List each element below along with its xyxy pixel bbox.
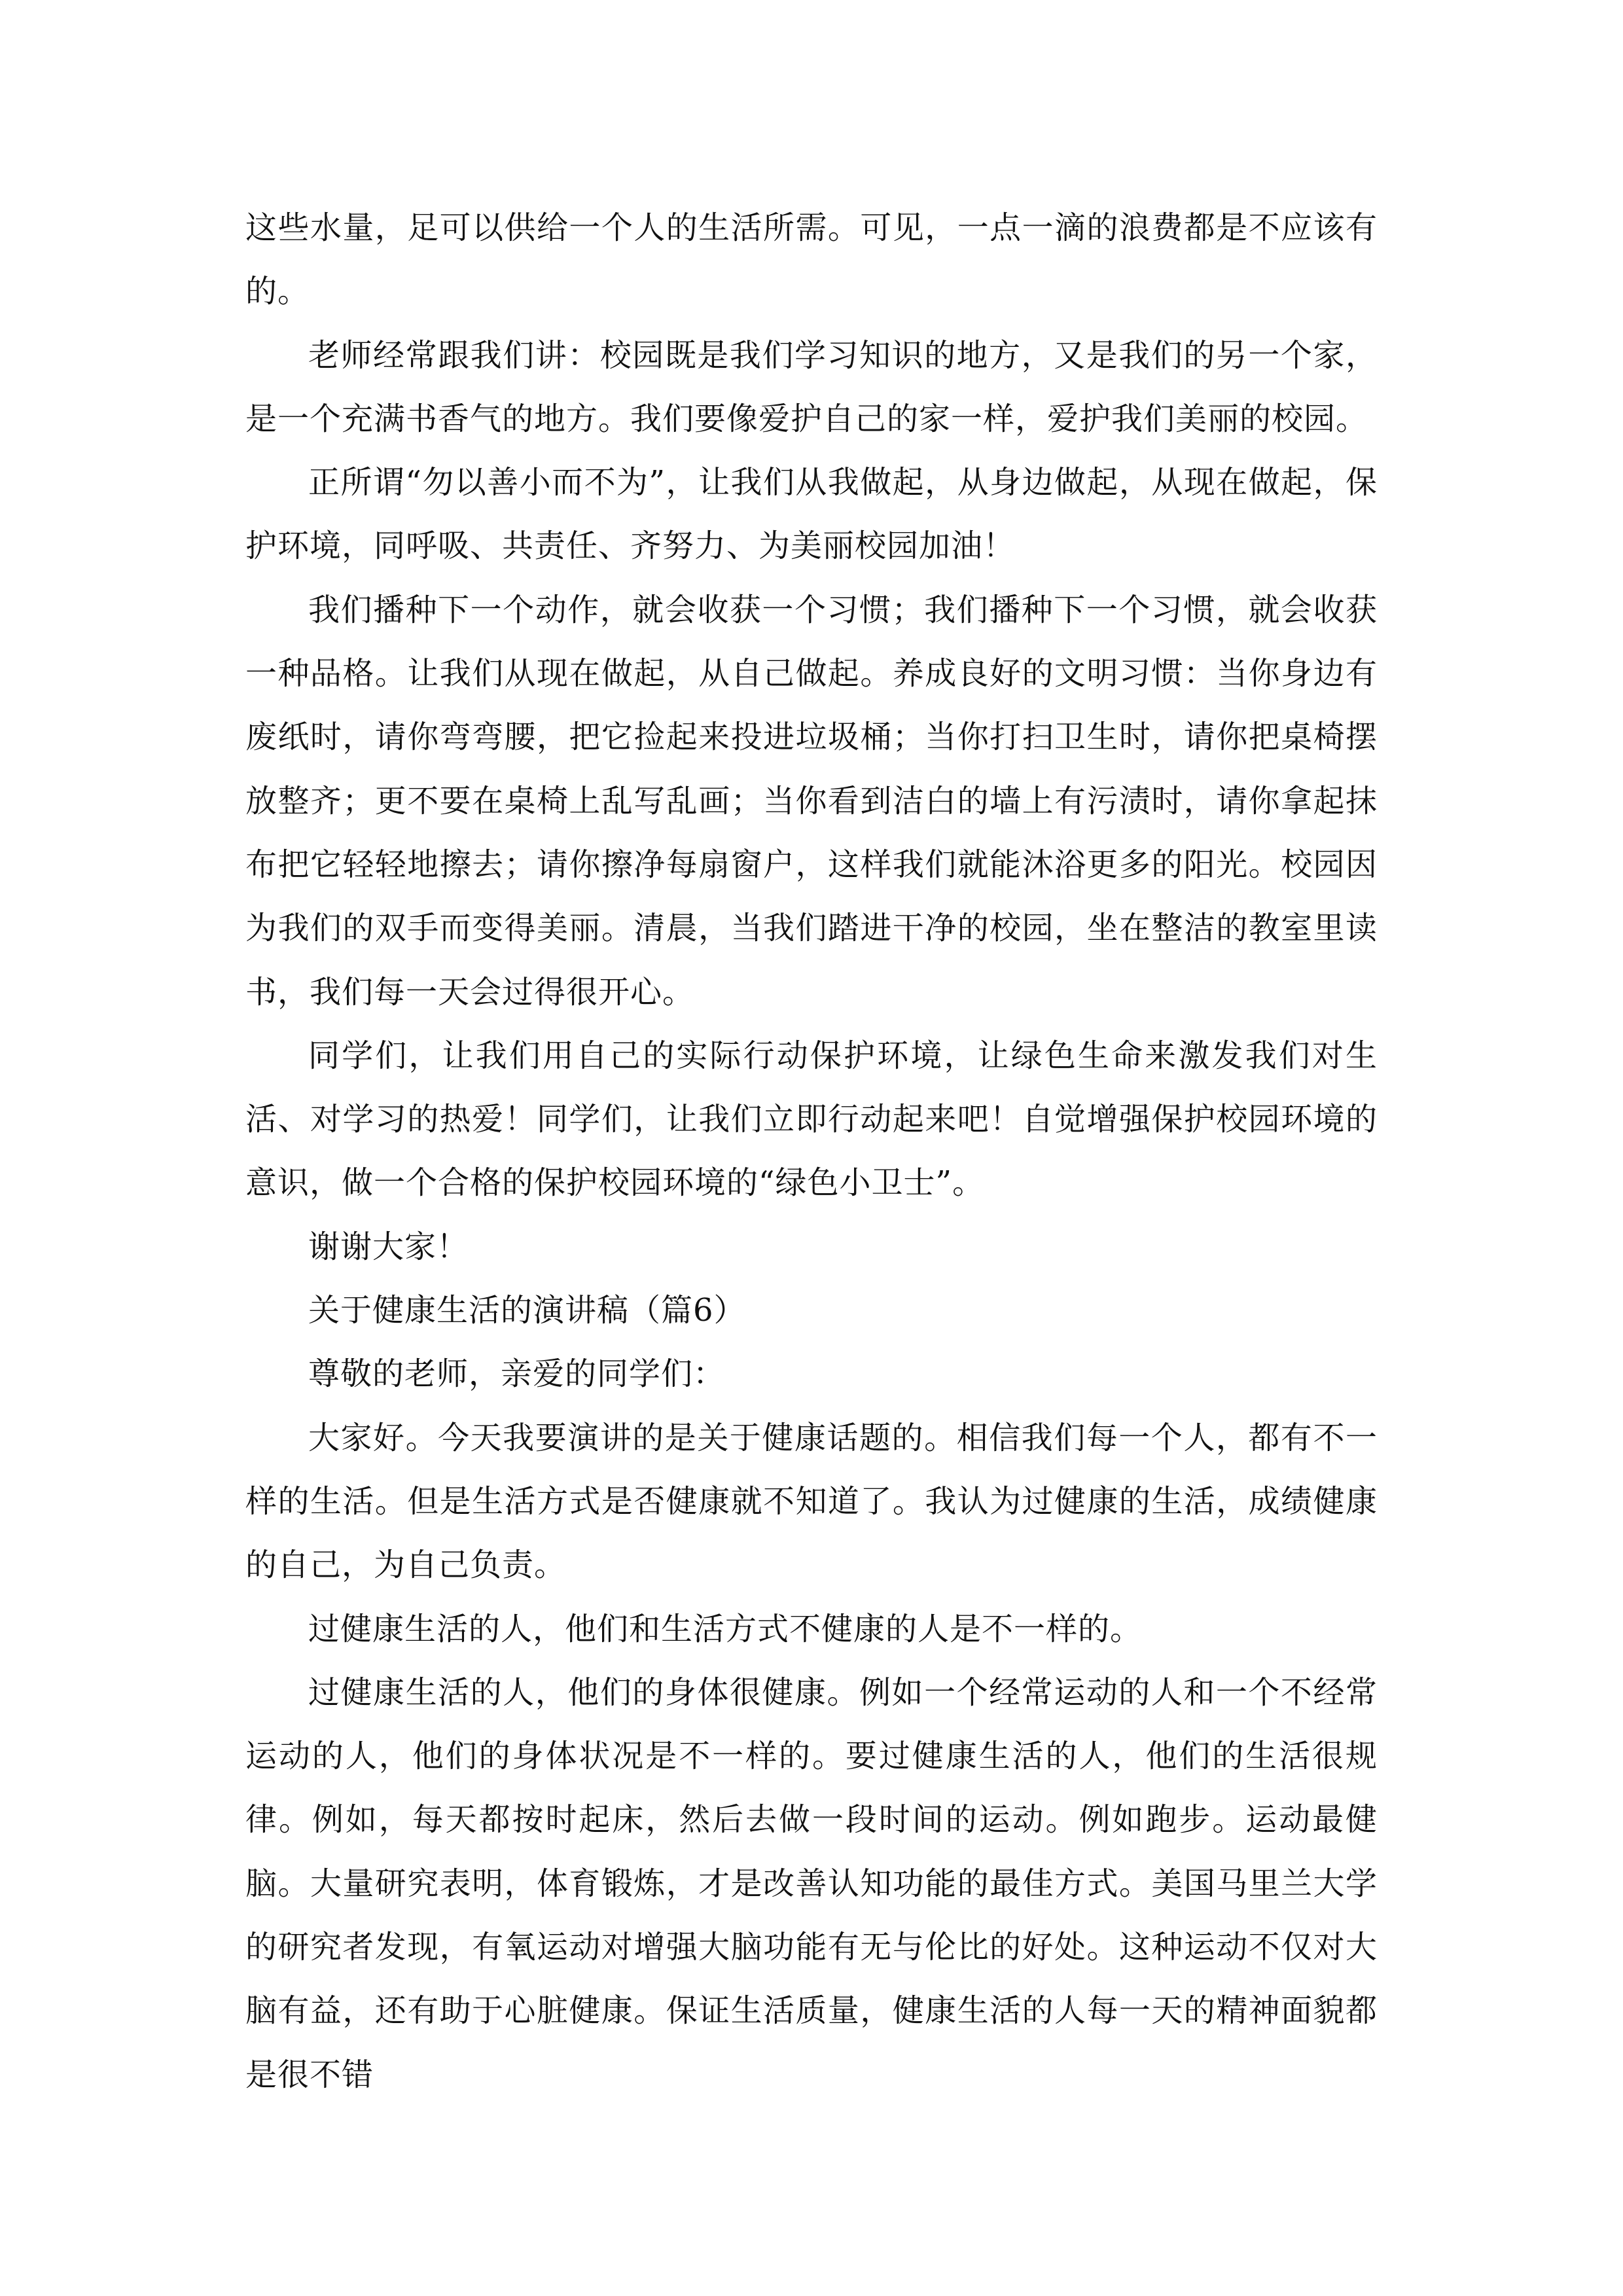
closing-thanks: 谢谢大家！ — [308, 1228, 469, 1265]
paragraph-continued: 这些水量，足可以供给一个人的生活所需。可见，一点一滴的浪费都是不应该有的。 — [245, 209, 1378, 310]
paragraph: 过健康生活的人，他们的身体很健康。例如一个经常运动的人和一个不经常运动的人，他们的身体状况是不一样的。要过健康生活的人，他们的生活很规律。例如，每天都按时起床，然后去做一段时间的运动。例如跑步。运动最健脑。大量研究表明，体育锻炼，才是改善认知功能的最佳方式。美国马里兰大学的研究者发现，有氧运动对增强大脑功能有无与伦比的好处。这种运动不仅对大脑有益，还有助于心脏健康。保证生活质量，健康生活的人每一天的精神面貌都是很不错 — [245, 1674, 1378, 2093]
salutation: 尊敬的老师，亲爱的同学们： — [308, 1355, 726, 1393]
paragraph: 正所谓“勿以善小而不为”，让我们从我做起，从身边做起，从现在做起，保护环境，同呼吸、共责任、齐努力、为美丽校园加油！ — [245, 464, 1378, 565]
paragraph: 大家好。今天我要演讲的是关于健康话题的。相信我们每一个人，都有不一样的生活。但是生活方式是否健康就不知道了。我认为过健康的生活，成绩健康的自己，为自己负责。 — [245, 1419, 1378, 1584]
paragraph: 同学们，让我们用自己的实际行动保护环境，让绿色生命来激发我们对生活、对学习的热爱！同学们，让我们立即行动起来吧！自觉增强保护校园环境的意识，做一个合格的保护校园环境的“绿色小卫士”。 — [245, 1037, 1378, 1202]
paragraph: 我们播种下一个动作，就会收获一个习惯；我们播种下一个习惯，就会收获一种品格。让我们从现在做起，从自己做起。养成良好的文明习惯：当你身边有废纸时，请你弯弯腰，把它捡起来投进垃圾桶；当你打扫卫生时，请你把桌椅摆放整齐；更不要在桌椅上乱写乱画；当你看到洁白的墙上有污渍时，请你拿起抹布把它轻轻地擦去；请你擦净每扇窗户，这样我们就能沐浴更多的阳光。校园因为我们的双手而变得美丽。清晨，当我们踏进干净的校园，坐在整洁的教室里读书，我们每一天会过得很开心。 — [245, 591, 1378, 1011]
document-body — [245, 196, 1378, 2107]
section-title: 关于健康生活的演讲稿（篇6） — [308, 1292, 746, 1329]
paragraph: 老师经常跟我们讲：校园既是我们学习知识的地方，又是我们的另一个家，是一个充满书香气的地方。我们要像爱护自己的家一样，爱护我们美丽的校园。 — [245, 336, 1378, 437]
paragraph: 过健康生活的人，他们和生活方式不健康的人是不一样的。 — [308, 1610, 1143, 1647]
